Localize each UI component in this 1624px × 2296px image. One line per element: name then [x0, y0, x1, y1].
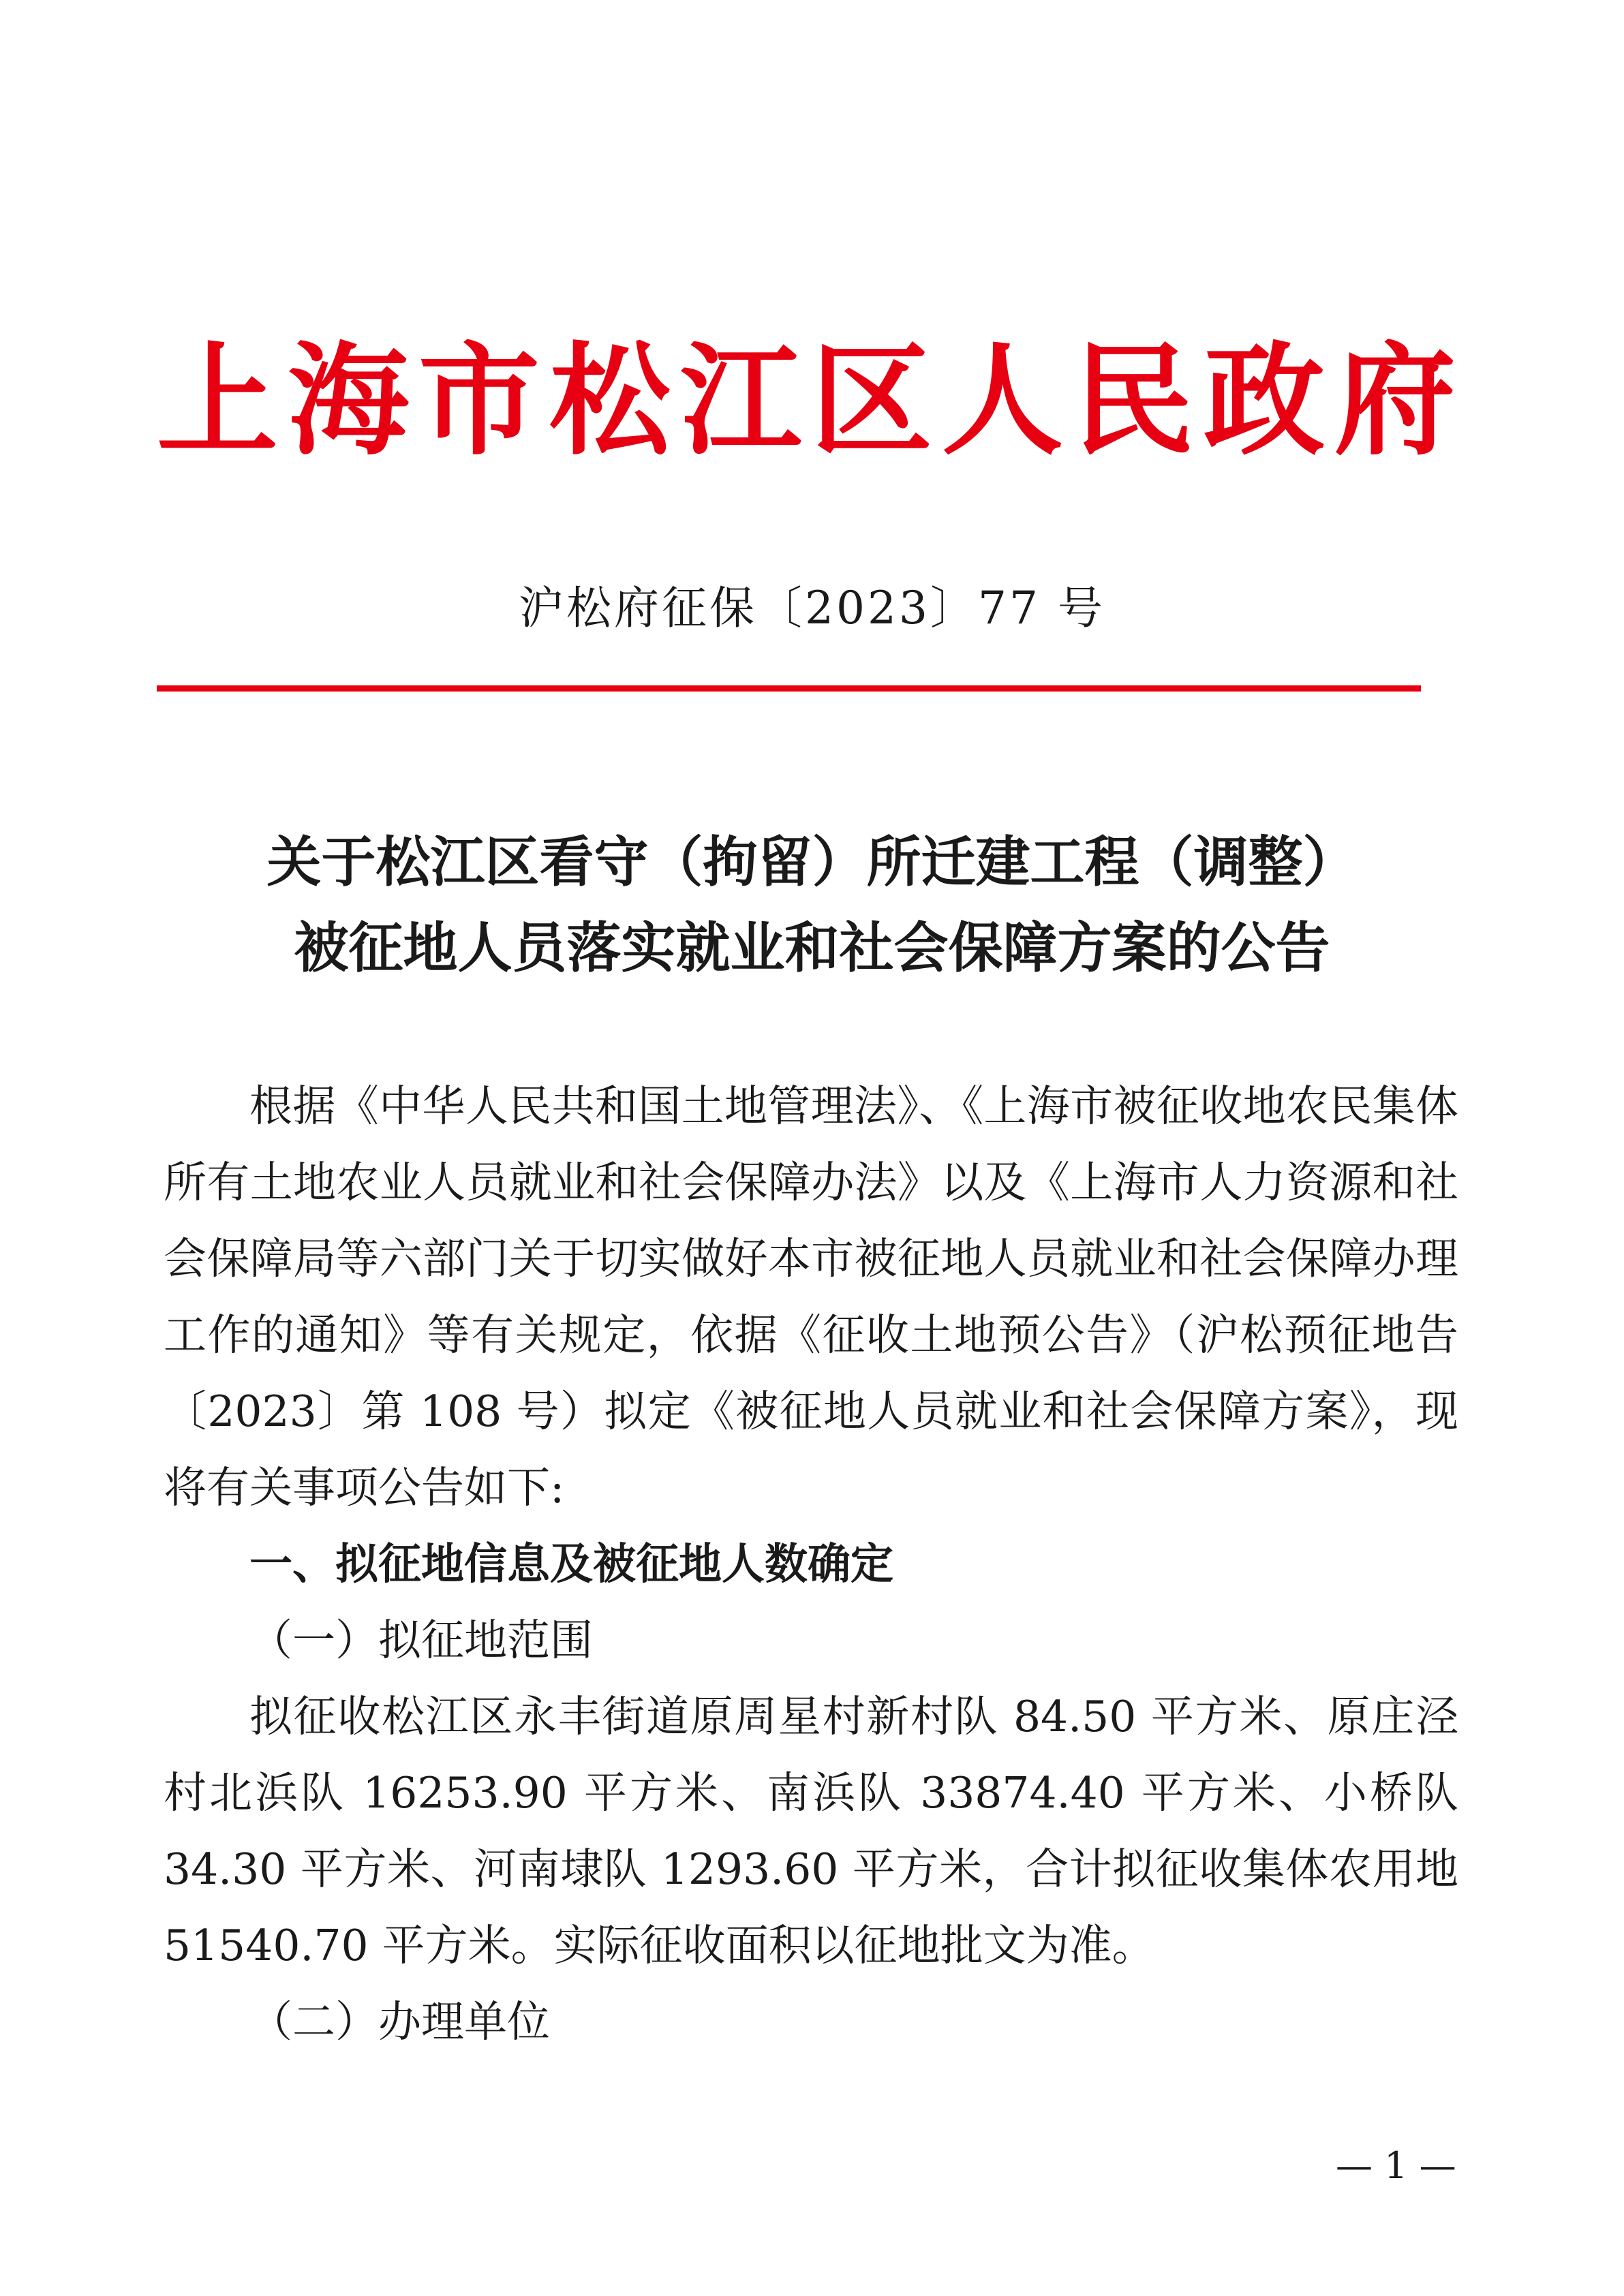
document-number: 沪松府征保〔2023〕77 号 [519, 582, 1105, 634]
document-title-line-1: 关于松江区看守（拘留）所迁建工程（调整） [266, 831, 1358, 894]
page-number: — 1 — [1336, 2144, 1456, 2187]
red-divider-line [157, 685, 1421, 692]
document-body [164, 1068, 1458, 2060]
subsection-1-paragraph: 拟征收松江区永丰街道原周星村新村队 84.50 平方米、原庄泾村北浜队 16253.90 平方米、南浜队 33874.40 平方米、小桥队 34.30 平方米、河南埭队 1293.60 平方米，合计拟征收集体农用地 51540.70 平方米。实际征收面积以征地批文为准。 [164, 1692, 1458, 1970]
issuer-masthead: 上海市松江区人民政府 [157, 330, 1465, 471]
document-title-line-2: 被征地人员落实就业和社会保障方案的公告 [294, 916, 1330, 980]
section-1-heading: 一、拟征地信息及被征地人数确定 [249, 1539, 893, 1589]
subsection-1-heading: （一）拟征地范围 [249, 1615, 593, 1665]
subsection-2-heading: （二）办理单位 [249, 1997, 550, 2047]
intro-paragraph: 根据《中华人民共和国土地管理法》、《上海市被征收地农民集体所有土地农业人员就业和社会保障办法》以及《上海市人力资源和社会保障局等六部门关于切实做好本市被征地人员就业和社会保障办理工作的通知》等有关规定，依据《征收土地预公告》（沪松预征地告〔2023〕第 108 号）拟定《被征地人员就业和社会保障方案》，现将有关事项公告如下: [164, 1081, 1458, 1512]
